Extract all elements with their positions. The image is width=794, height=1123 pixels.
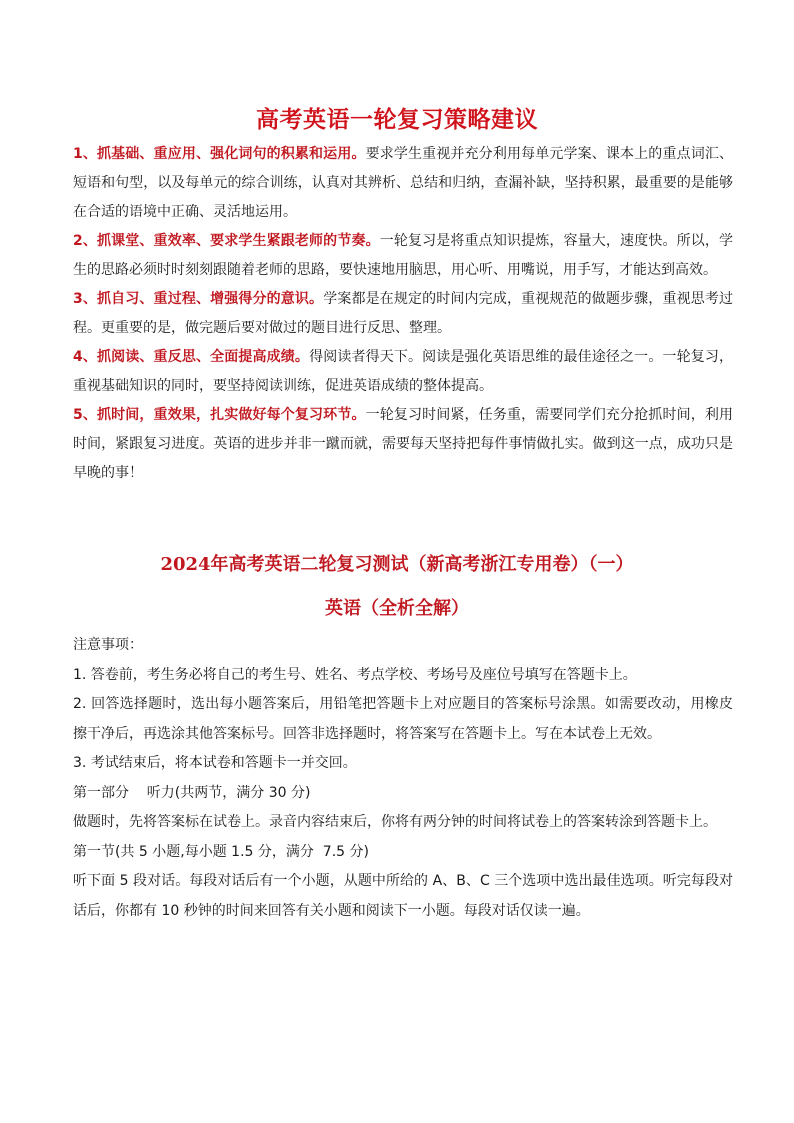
section1-instruction: 听下面 5 段对话。每段对话后有一个小题，从题中所给的 A、B、C 三个选项中选出最佳选项。听完每段对话后，你都有 10 秒钟的时间来回答有关小题和阅读下一小题。每段对话仅读一遍。: [73, 873, 733, 919]
note-item: 2. 回答选择题时，选出每小题答案后，用铅笔把答题卡上对应题目的答案标号涂黑。如需要改动，用橡皮擦干净后，再选涂其他答案标号。回答非选择题时，将答案写在答题卡上。写在本试卷上无效。: [73, 696, 733, 742]
strategy-heading: 1、抓基础、重应用、强化词句的积累和运用。: [73, 146, 366, 162]
strategy-body: 要求学生重视并充分利用每单元学案、课本上的重点词汇、短语和句型，以及每单元的综合训练，认真对其辨析、总结和归纳，查漏补缺，坚持积累，最重要的是能够在合适的语境中正确、灵活地运用。: [73, 146, 733, 220]
part1-instruction: 做题时，先将答案标在试卷上。录音内容结束后，你将有两分钟的时间将试卷上的答案转涂到答题卡上。: [73, 814, 717, 830]
strategy-list: [73, 140, 733, 488]
strategy-heading: 3、抓自习、重过程、增强得分的意识。: [73, 291, 324, 307]
strategy-body: 学案都是在规定的时间内完成，重视规范的做题步骤，重视思考过程。更重要的是，做完题后要对做过的题目进行反思、整理。: [73, 291, 733, 336]
strategy-heading: 2、抓课堂、重效率、要求学生紧跟老师的节奏。: [73, 233, 380, 249]
strategy-item-1: [73, 140, 733, 227]
note-item: 1. 答卷前，考生务必将自己的考生号、姓名、考点学校、考场号及座位号填写在答题卡上。: [73, 666, 637, 683]
strategy-body: 一轮复习时间紧，任务重，需要同学们充分抢抓时间，利用时间，紧跟复习进度。英语的进步并非一蹴而就，需要每天坚持把每件事情做扎实。做到这一点，成功只是早晚的事！: [73, 407, 733, 481]
strategy-item-3: [73, 285, 733, 343]
section1-heading: 第一节(共 5 小题,每小题 1.5 分，满分 7.5 分): [73, 843, 369, 860]
exam-instructions: [73, 631, 733, 926]
page-title: 高考英语一轮复习策略建议: [256, 107, 538, 133]
strategy-heading: 5、抓时间，重效果，扎实做好每个复习环节。: [73, 407, 366, 423]
test-title: 2024年高考英语二轮复习测试（新高考浙江专用卷）（一）: [160, 554, 634, 575]
test-subtitle: 英语（全析全解）: [325, 598, 469, 619]
strategy-item-4: [73, 343, 733, 401]
strategy-item-2: [73, 227, 733, 285]
strategy-item-5: [73, 401, 733, 488]
note-item: 3. 考试结束后，将本试卷和答题卡一并交回。: [73, 755, 357, 771]
strategy-heading: 4、抓阅读、重反思、全面提高成绩。: [73, 349, 310, 365]
notes-heading: 注意事项：: [73, 637, 143, 653]
strategy-body: 得阅读者得天下。阅读是强化英语思维的最佳途径之一。一轮复习，重视基础知识的同时，要坚持阅读训练，促进英语成绩的整体提高。: [73, 349, 734, 394]
part1-heading: 第一部分 听力(共两节，满分 30 分): [73, 784, 311, 801]
strategy-body: 一轮复习是将重点知识提炼，容量大，速度快。所以，学生的思路必须时时刻刻跟随着老师的思路，要快速地用脑思，用心听、用嘴说，用手写，才能达到高效。: [73, 233, 733, 278]
